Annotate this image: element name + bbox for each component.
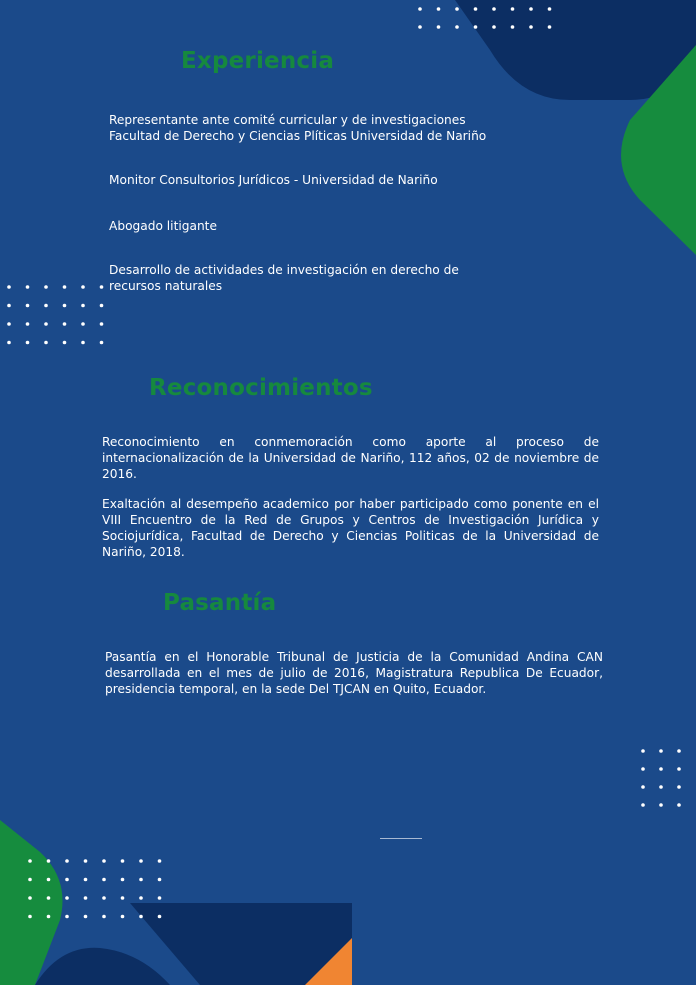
decorative-dot	[28, 859, 32, 863]
decorative-dot	[44, 304, 48, 308]
experience-item-line: Abogado litigante	[109, 219, 217, 233]
decorative-dot	[474, 7, 478, 11]
decorative-dot	[7, 322, 11, 326]
decorative-dot	[121, 915, 125, 919]
decorative-dot	[437, 7, 441, 11]
recognition-paragraph: Exaltación al desempeño academico por haber participado como ponente en el VIII Encuentro de la Red de Grupos y Centros de Investigación Jurídica y Sociojurídica, Facultad de Derecho y Ciencias Politicas de la Universidad de Nariño, 2018.	[102, 497, 599, 559]
top-right-navy-shape	[455, 0, 696, 100]
experience-item-line: Desarrollo de actividades de investigación en derecho de	[109, 263, 459, 277]
experience-item-line: Facultad de Derecho y Ciencias Plíticas Universidad de Nariño	[109, 129, 487, 143]
decorative-dot	[492, 25, 496, 29]
decorative-dot	[28, 878, 32, 882]
decorative-dot	[44, 285, 48, 289]
decorative-dot	[26, 322, 30, 326]
decorative-dot	[44, 322, 48, 326]
decorative-dot	[158, 896, 162, 900]
decorative-dot	[139, 915, 143, 919]
decorative-dot	[81, 322, 85, 326]
decorative-dot	[455, 25, 459, 29]
decorative-dot	[84, 896, 88, 900]
decorative-dot	[26, 304, 30, 308]
experience-item	[109, 218, 529, 234]
decorative-dot	[659, 749, 663, 753]
experience-item-line: recursos naturales	[109, 279, 223, 293]
decorative-dot	[26, 285, 30, 289]
decorative-dot	[139, 878, 143, 882]
decorative-dot	[28, 896, 32, 900]
experience-item	[109, 262, 529, 294]
experience-item	[109, 172, 529, 188]
decorative-dot	[677, 785, 681, 789]
decorative-dot	[63, 285, 67, 289]
decorative-dot	[100, 341, 104, 345]
decorative-dot	[102, 896, 106, 900]
decorative-dot	[641, 785, 645, 789]
decorative-dot	[158, 859, 162, 863]
decorative-dot	[63, 304, 67, 308]
experience-item-line: Representante ante comité curricular y de investigaciones	[109, 113, 466, 127]
decorative-dot	[511, 7, 515, 11]
decorative-dot	[121, 896, 125, 900]
decorative-dot	[158, 878, 162, 882]
decorative-dot	[659, 803, 663, 807]
decorative-dot	[81, 304, 85, 308]
decorative-dot	[100, 322, 104, 326]
decorative-dot	[7, 304, 11, 308]
decorative-dot	[418, 25, 422, 29]
decorative-dot	[659, 767, 663, 771]
decorative-dot	[529, 7, 533, 11]
decorative-dot	[47, 859, 51, 863]
decorative-dot	[102, 859, 106, 863]
decorative-dot	[641, 749, 645, 753]
decorative-dot	[677, 803, 681, 807]
decorative-dot	[26, 341, 30, 345]
bottom-navy-curve	[35, 948, 170, 985]
decorative-dot	[121, 859, 125, 863]
bottom-left-green-shape	[0, 820, 63, 985]
decorative-dot	[84, 915, 88, 919]
decorative-dot	[28, 915, 32, 919]
decorative-dot	[102, 878, 106, 882]
decorative-dot	[84, 878, 88, 882]
section-title-pasantia: Pasantía	[163, 590, 277, 616]
decorative-dot	[677, 767, 681, 771]
decorative-dot	[121, 878, 125, 882]
decorative-dot	[139, 859, 143, 863]
decorative-dot	[641, 767, 645, 771]
decorative-dot	[65, 896, 69, 900]
decorative-dot	[548, 7, 552, 11]
decorative-dot	[65, 915, 69, 919]
decorative-dot	[511, 25, 515, 29]
decorative-dot	[139, 896, 143, 900]
decorative-dot	[158, 915, 162, 919]
section-title-experiencia: Experiencia	[181, 48, 335, 74]
experience-item	[109, 112, 529, 144]
recognition-paragraph: Reconocimiento en conmemoración como aporte al proceso de internacionalización de la Universidad de Nariño, 112 años, 02 de noviembre de 2016.	[102, 435, 599, 481]
internship-paragraph: Pasantía en el Honorable Tribunal de Justicia de la Comunidad Andina CAN desarrollada en el mes de julio de 2016, Magistratura Republica De Ecuador, presidencia temporal, en la sede Del TJCAN en Quito, Ecuador.	[105, 650, 603, 696]
decorative-dot	[81, 285, 85, 289]
decorative-dot	[47, 896, 51, 900]
decorative-dot	[100, 304, 104, 308]
decorative-dot	[65, 859, 69, 863]
decorative-dot	[102, 915, 106, 919]
decorative-dot	[7, 341, 11, 345]
decorative-dot	[659, 785, 663, 789]
decorative-dot	[100, 285, 104, 289]
decorative-dot	[529, 25, 533, 29]
decorative-dot	[492, 7, 496, 11]
decorative-dot	[548, 25, 552, 29]
decorative-dot	[84, 859, 88, 863]
decorative-dot	[47, 878, 51, 882]
decorative-dot	[474, 25, 478, 29]
experience-item-line: Monitor Consultorios Jurídicos - Universidad de Nariño	[109, 173, 438, 187]
decorative-dot	[81, 341, 85, 345]
decorative-dot	[63, 322, 67, 326]
decorative-dot	[437, 25, 441, 29]
decorative-dot	[47, 915, 51, 919]
footer-divider	[380, 838, 422, 839]
decorative-dot	[677, 749, 681, 753]
decorative-dot	[44, 341, 48, 345]
decorative-dot	[641, 803, 645, 807]
decorative-dot	[65, 878, 69, 882]
decorative-dot	[455, 7, 459, 11]
decorative-dot	[7, 285, 11, 289]
section-title-reconocimientos: Reconocimientos	[149, 375, 373, 401]
decorative-dot	[63, 341, 67, 345]
decorative-dot	[418, 7, 422, 11]
